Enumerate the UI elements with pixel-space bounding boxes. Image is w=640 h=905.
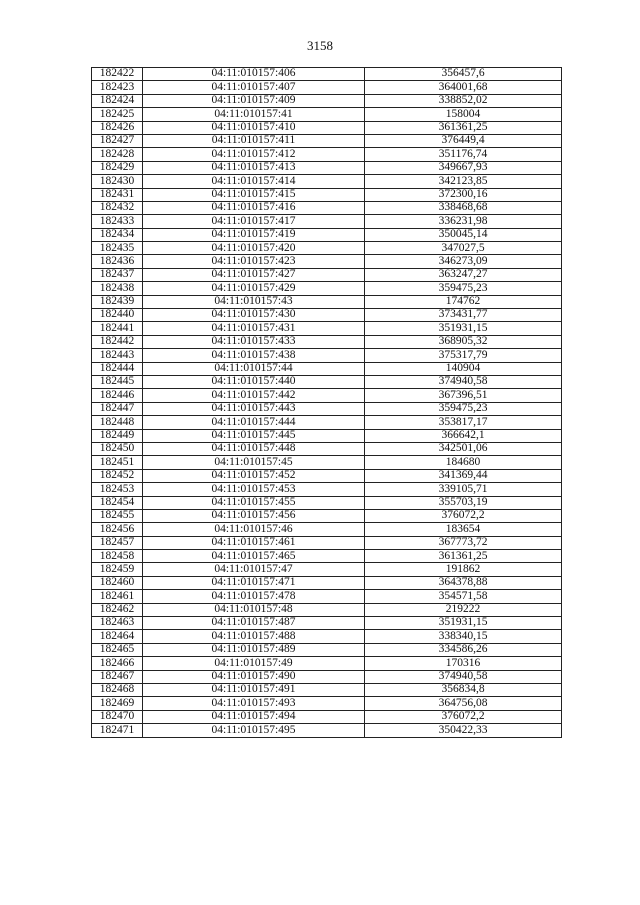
record-number-cell: 182465 — [92, 643, 143, 656]
cadastral-number-cell: 04:11:010157:455 — [143, 496, 365, 509]
table-row — [92, 456, 562, 469]
cadastral-number-cell: 04:11:010157:478 — [143, 590, 365, 603]
cadastral-value-cell: 350045,14 — [365, 228, 562, 241]
record-number-cell: 182436 — [92, 255, 143, 268]
cadastral-value-cell: 350422,33 — [365, 724, 562, 737]
table-row — [92, 121, 562, 134]
cadastral-value-cell: 368905,32 — [365, 335, 562, 348]
cadastral-number-cell: 04:11:010157:494 — [143, 710, 365, 723]
record-number-cell: 182461 — [92, 590, 143, 603]
table-row — [92, 94, 562, 107]
table-row — [92, 134, 562, 147]
cadastral-value-cell: 346273,09 — [365, 255, 562, 268]
cadastral-value-cell: 338468,68 — [365, 201, 562, 214]
cadastral-value-cell: 184680 — [365, 456, 562, 469]
table-row — [92, 322, 562, 335]
cadastral-number-cell: 04:11:010157:429 — [143, 282, 365, 295]
record-number-cell: 182437 — [92, 268, 143, 281]
cadastral-value-cell: 364001,68 — [365, 81, 562, 94]
table-row — [92, 268, 562, 281]
table-row — [92, 630, 562, 643]
cadastral-number-cell: 04:11:010157:488 — [143, 630, 365, 643]
record-number-cell: 182444 — [92, 362, 143, 375]
record-number-cell: 182463 — [92, 617, 143, 630]
cadastral-value-cell: 364756,08 — [365, 697, 562, 710]
table-row — [92, 550, 562, 563]
table-row — [92, 175, 562, 188]
table-row — [92, 148, 562, 161]
cadastral-value-cell: 339105,71 — [365, 483, 562, 496]
cadastral-number-cell: 04:11:010157:412 — [143, 148, 365, 161]
cadastral-value-cell: 359475,23 — [365, 402, 562, 415]
table-row — [92, 68, 562, 81]
table-row — [92, 349, 562, 362]
cadastral-value-cell: 356457,6 — [365, 68, 562, 81]
cadastral-value-cell: 366642,1 — [365, 429, 562, 442]
record-number-cell: 182449 — [92, 429, 143, 442]
cadastral-number-cell: 04:11:010157:411 — [143, 134, 365, 147]
table-row — [92, 228, 562, 241]
cadastral-number-cell: 04:11:010157:43 — [143, 295, 365, 308]
record-number-cell: 182459 — [92, 563, 143, 576]
table-row — [92, 282, 562, 295]
table-row — [92, 335, 562, 348]
table-row — [92, 201, 562, 214]
table-row — [92, 643, 562, 656]
cadastral-number-cell: 04:11:010157:419 — [143, 228, 365, 241]
cadastral-value-cell: 374940,58 — [365, 375, 562, 388]
record-number-cell: 182424 — [92, 94, 143, 107]
cadastral-number-cell: 04:11:010157:406 — [143, 68, 365, 81]
record-number-cell: 182439 — [92, 295, 143, 308]
record-number-cell: 182432 — [92, 201, 143, 214]
cadastral-value-cell: 364378,88 — [365, 576, 562, 589]
cadastral-value-cell: 372300,16 — [365, 188, 562, 201]
table-row — [92, 710, 562, 723]
record-number-cell: 182423 — [92, 81, 143, 94]
cadastral-value-cell: 361361,25 — [365, 121, 562, 134]
cadastral-number-cell: 04:11:010157:407 — [143, 81, 365, 94]
record-number-cell: 182445 — [92, 375, 143, 388]
record-number-cell: 182455 — [92, 509, 143, 522]
cadastral-number-cell: 04:11:010157:490 — [143, 670, 365, 683]
cadastral-number-cell: 04:11:010157:45 — [143, 456, 365, 469]
record-number-cell: 182468 — [92, 683, 143, 696]
cadastral-number-cell: 04:11:010157:440 — [143, 375, 365, 388]
cadastral-value-cell: 376449,4 — [365, 134, 562, 147]
cadastral-number-cell: 04:11:010157:456 — [143, 509, 365, 522]
table-row — [92, 108, 562, 121]
cadastral-number-cell: 04:11:010157:47 — [143, 563, 365, 576]
table-row — [92, 375, 562, 388]
cadastral-value-cell: 373431,77 — [365, 309, 562, 322]
cadastral-value-cell: 367773,72 — [365, 536, 562, 549]
cadastral-number-cell: 04:11:010157:453 — [143, 483, 365, 496]
cadastral-number-cell: 04:11:010157:423 — [143, 255, 365, 268]
cadastral-value-cell: 351176,74 — [365, 148, 562, 161]
record-number-cell: 182451 — [92, 456, 143, 469]
table-row — [92, 617, 562, 630]
table-row — [92, 362, 562, 375]
page-number: 3158 — [307, 38, 333, 53]
record-number-cell: 182440 — [92, 309, 143, 322]
cadastral-number-cell: 04:11:010157:410 — [143, 121, 365, 134]
cadastral-number-cell: 04:11:010157:48 — [143, 603, 365, 616]
cadastral-number-cell: 04:11:010157:493 — [143, 697, 365, 710]
cadastral-value-cell: 367396,51 — [365, 389, 562, 402]
table-row — [92, 255, 562, 268]
table-row — [92, 161, 562, 174]
table-row — [92, 496, 562, 509]
table-row — [92, 429, 562, 442]
table-row — [92, 416, 562, 429]
cadastral-number-cell: 04:11:010157:443 — [143, 402, 365, 415]
record-number-cell: 182438 — [92, 282, 143, 295]
table-row — [92, 697, 562, 710]
cadastral-number-cell: 04:11:010157:452 — [143, 469, 365, 482]
cadastral-number-cell: 04:11:010157:413 — [143, 161, 365, 174]
cadastral-number-cell: 04:11:010157:465 — [143, 550, 365, 563]
cadastral-number-cell: 04:11:010157:416 — [143, 201, 365, 214]
cadastral-number-cell: 04:11:010157:414 — [143, 175, 365, 188]
table-row — [92, 483, 562, 496]
record-number-cell: 182460 — [92, 576, 143, 589]
cadastral-number-cell: 04:11:010157:49 — [143, 657, 365, 670]
table-row — [92, 670, 562, 683]
record-number-cell: 182450 — [92, 442, 143, 455]
cadastral-value-cell: 374940,58 — [365, 670, 562, 683]
table-row — [92, 188, 562, 201]
table-row — [92, 442, 562, 455]
cadastral-value-cell: 158004 — [365, 108, 562, 121]
record-number-cell: 182422 — [92, 68, 143, 81]
table-row — [92, 402, 562, 415]
cadastral-number-cell: 04:11:010157:438 — [143, 349, 365, 362]
record-number-cell: 182448 — [92, 416, 143, 429]
cadastral-number-cell: 04:11:010157:46 — [143, 523, 365, 536]
record-number-cell: 182428 — [92, 148, 143, 161]
table-body — [92, 68, 562, 738]
cadastral-value-cell: 375317,79 — [365, 349, 562, 362]
table-row — [92, 523, 562, 536]
table-row — [92, 603, 562, 616]
cadastral-value-cell: 174762 — [365, 295, 562, 308]
cadastral-number-cell: 04:11:010157:442 — [143, 389, 365, 402]
cadastral-number-cell: 04:11:010157:427 — [143, 268, 365, 281]
cadastral-number-cell: 04:11:010157:41 — [143, 108, 365, 121]
table-row — [92, 469, 562, 482]
cadastral-number-cell: 04:11:010157:495 — [143, 724, 365, 737]
cadastral-number-cell: 04:11:010157:489 — [143, 643, 365, 656]
record-number-cell: 182466 — [92, 657, 143, 670]
table-row — [92, 81, 562, 94]
cadastral-value-cell: 336231,98 — [365, 215, 562, 228]
cadastral-value-cell: 341369,44 — [365, 469, 562, 482]
cadastral-value-cell: 338340,15 — [365, 630, 562, 643]
table-row — [92, 683, 562, 696]
record-number-cell: 182430 — [92, 175, 143, 188]
record-number-cell: 182458 — [92, 550, 143, 563]
cadastral-value-cell: 359475,23 — [365, 282, 562, 295]
record-number-cell: 182446 — [92, 389, 143, 402]
cadastral-number-cell: 04:11:010157:445 — [143, 429, 365, 442]
cadastral-value-cell: 349667,93 — [365, 161, 562, 174]
record-number-cell: 182462 — [92, 603, 143, 616]
table-row — [92, 215, 562, 228]
table-row — [92, 536, 562, 549]
cadastral-value-cell: 353817,17 — [365, 416, 562, 429]
record-number-cell: 182426 — [92, 121, 143, 134]
record-number-cell: 182452 — [92, 469, 143, 482]
cadastral-value-cell: 355703,19 — [365, 496, 562, 509]
table-row — [92, 295, 562, 308]
record-number-cell: 182469 — [92, 697, 143, 710]
cadastral-value-cell: 351931,15 — [365, 322, 562, 335]
record-number-cell: 182456 — [92, 523, 143, 536]
record-number-cell: 182441 — [92, 322, 143, 335]
record-number-cell: 182447 — [92, 402, 143, 415]
record-number-cell: 182427 — [92, 134, 143, 147]
record-number-cell: 182431 — [92, 188, 143, 201]
cadastral-value-table — [91, 67, 562, 738]
record-number-cell: 182467 — [92, 670, 143, 683]
cadastral-number-cell: 04:11:010157:409 — [143, 94, 365, 107]
cadastral-number-cell: 04:11:010157:461 — [143, 536, 365, 549]
cadastral-value-cell: 334586,26 — [365, 643, 562, 656]
record-number-cell: 182434 — [92, 228, 143, 241]
cadastral-value-cell: 183654 — [365, 523, 562, 536]
cadastral-number-cell: 04:11:010157:433 — [143, 335, 365, 348]
record-number-cell: 182464 — [92, 630, 143, 643]
record-number-cell: 182443 — [92, 349, 143, 362]
table-row — [92, 590, 562, 603]
cadastral-value-cell: 342501,06 — [365, 442, 562, 455]
cadastral-number-cell: 04:11:010157:444 — [143, 416, 365, 429]
record-number-cell: 182453 — [92, 483, 143, 496]
cadastral-number-cell: 04:11:010157:487 — [143, 617, 365, 630]
cadastral-number-cell: 04:11:010157:471 — [143, 576, 365, 589]
cadastral-value-cell: 356834,8 — [365, 683, 562, 696]
cadastral-number-cell: 04:11:010157:44 — [143, 362, 365, 375]
table-row — [92, 724, 562, 737]
cadastral-value-cell: 363247,27 — [365, 268, 562, 281]
record-number-cell: 182425 — [92, 108, 143, 121]
cadastral-value-cell: 191862 — [365, 563, 562, 576]
cadastral-number-cell: 04:11:010157:431 — [143, 322, 365, 335]
cadastral-value-cell: 342123,85 — [365, 175, 562, 188]
table-row — [92, 657, 562, 670]
record-number-cell: 182435 — [92, 242, 143, 255]
table-row — [92, 309, 562, 322]
record-number-cell: 182457 — [92, 536, 143, 549]
cadastral-number-cell: 04:11:010157:430 — [143, 309, 365, 322]
cadastral-value-cell: 351931,15 — [365, 617, 562, 630]
cadastral-number-cell: 04:11:010157:491 — [143, 683, 365, 696]
table-row — [92, 576, 562, 589]
cadastral-value-cell: 170316 — [365, 657, 562, 670]
record-number-cell: 182429 — [92, 161, 143, 174]
cadastral-value-cell: 219222 — [365, 603, 562, 616]
table-row — [92, 563, 562, 576]
cadastral-value-cell: 338852,02 — [365, 94, 562, 107]
record-number-cell: 182442 — [92, 335, 143, 348]
cadastral-value-cell: 376072,2 — [365, 509, 562, 522]
cadastral-number-cell: 04:11:010157:417 — [143, 215, 365, 228]
cadastral-value-cell: 376072,2 — [365, 710, 562, 723]
cadastral-number-cell: 04:11:010157:448 — [143, 442, 365, 455]
table-row — [92, 242, 562, 255]
record-number-cell: 182433 — [92, 215, 143, 228]
cadastral-value-cell: 347027,5 — [365, 242, 562, 255]
cadastral-number-cell: 04:11:010157:415 — [143, 188, 365, 201]
table-row — [92, 389, 562, 402]
cadastral-value-cell: 361361,25 — [365, 550, 562, 563]
cadastral-value-cell: 140904 — [365, 362, 562, 375]
record-number-cell: 182454 — [92, 496, 143, 509]
record-number-cell: 182471 — [92, 724, 143, 737]
cadastral-number-cell: 04:11:010157:420 — [143, 242, 365, 255]
cadastral-value-cell: 354571,58 — [365, 590, 562, 603]
table-row — [92, 509, 562, 522]
record-number-cell: 182470 — [92, 710, 143, 723]
